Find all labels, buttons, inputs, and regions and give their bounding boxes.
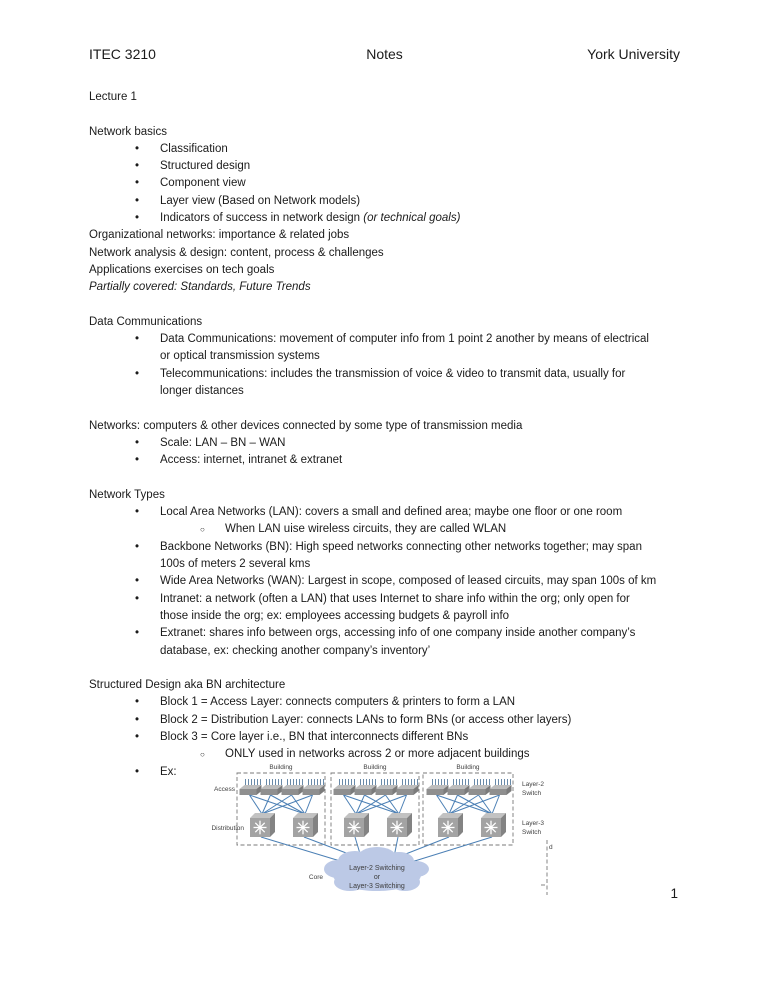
blank-line [89, 106, 683, 123]
text-run: Network Types [89, 488, 165, 501]
bullet-item [89, 591, 683, 626]
text-line [160, 504, 683, 521]
text-run: Structured design [160, 160, 251, 173]
layer2-switch-icon [448, 779, 470, 795]
text-line [160, 158, 683, 175]
layer3-switch-icon [387, 813, 412, 837]
layer2-switch-icon [240, 779, 262, 795]
text-line [89, 314, 683, 331]
cropped-annotation-fragment [541, 840, 553, 895]
distribution-switch-row [250, 813, 506, 837]
text-line [160, 435, 683, 452]
disc-bullet-icon: • [135, 506, 140, 519]
disc-bullet-icon: • [135, 333, 140, 346]
text-content [160, 504, 683, 521]
text-run: Structured Design aka BN architecture [89, 679, 286, 692]
paragraph [89, 677, 683, 694]
bullet-item [89, 366, 683, 401]
layer2-switch-icon [282, 779, 304, 795]
document-body [89, 89, 683, 781]
text-run: Block 2 = Distribution Layer: connects LANs to form BNs (or access other layers) [160, 713, 572, 726]
building-label: Building [456, 764, 480, 771]
text-run: Local Area Networks (LAN): covers a small and defined area; maybe one floor or one room [160, 506, 623, 519]
text-content [89, 279, 683, 296]
layer2-switch-icon [261, 779, 283, 795]
bullet-item [89, 729, 683, 746]
header-institution: York University [587, 46, 680, 62]
italic-text-run: (or technical goals) [363, 212, 461, 225]
bn-architecture-diagram [205, 760, 565, 910]
layer3-switch-icon [438, 813, 463, 837]
blank-line [89, 660, 683, 677]
bullet-item [89, 712, 683, 729]
bullet-item [89, 539, 683, 574]
bullet-item [89, 452, 683, 469]
disc-bullet-icon: • [135, 575, 140, 588]
text-content [89, 89, 683, 106]
bullet-item [89, 193, 683, 210]
page-number: 1 [670, 886, 678, 901]
disc-bullet-icon: • [135, 177, 140, 190]
text-content [89, 262, 683, 279]
paragraph [89, 245, 683, 262]
bullet-item [89, 158, 683, 175]
text-run: Ex: [160, 765, 177, 778]
paragraph [89, 279, 683, 296]
text-line [89, 124, 683, 141]
text-run: Network basics [89, 125, 167, 138]
bullet-item [89, 573, 683, 590]
sub-bullet-item [89, 521, 683, 538]
text-line [160, 573, 683, 590]
disc-bullet-icon: • [135, 454, 140, 467]
text-line [160, 625, 683, 642]
layer2-switch-label: Switch [522, 790, 542, 797]
text-content [89, 227, 683, 244]
text-run: or optical transmission systems [160, 350, 320, 363]
text-content [160, 573, 683, 590]
text-line [160, 556, 683, 573]
paragraph [89, 418, 683, 435]
text-content [160, 729, 683, 746]
text-run: Lecture 1 [89, 91, 137, 103]
cloud-label-line3: Layer-3 Switching [349, 883, 405, 890]
text-line [160, 643, 683, 660]
text-content [160, 625, 683, 660]
text-run: Block 3 = Core layer i.e., BN that interconnects different BNs [160, 730, 469, 743]
blank-line [89, 470, 683, 487]
text-line [89, 89, 683, 106]
text-line [89, 262, 683, 279]
text-line [160, 383, 683, 400]
text-line [89, 418, 683, 435]
text-run: Component view [160, 177, 246, 190]
access-distribution-links [250, 795, 500, 814]
blank-line [89, 297, 683, 314]
access-layer-label: Access [214, 786, 235, 793]
text-run: those inside the org; ex: employees accessing budgets & payroll info [160, 609, 510, 622]
text-content [89, 245, 683, 262]
paragraph [89, 487, 683, 504]
text-run: Intranet: a network (often a LAN) that uses Internet to share info within the org; only open for [160, 592, 630, 605]
text-line [89, 279, 683, 296]
text-line [89, 677, 683, 694]
text-content [160, 435, 683, 452]
text-content [225, 521, 683, 538]
core-layer-label: Core [308, 874, 323, 881]
text-content [89, 487, 683, 504]
text-line [89, 227, 683, 244]
text-content [160, 694, 683, 711]
bullet-item [89, 141, 683, 158]
building-label: Building [363, 764, 387, 771]
text-run: Block 1 = Access Layer: connects computers & printers to form a LAN [160, 696, 516, 709]
layer2-switch-icon [303, 779, 325, 795]
text-content [160, 210, 683, 227]
text-run: Indicators of success in network design [160, 212, 364, 225]
disc-bullet-icon: • [135, 592, 140, 605]
disc-bullet-icon: • [135, 160, 140, 173]
text-run: Data Communications [89, 315, 203, 328]
layer3-switch-label: Layer-3 [522, 820, 545, 827]
disc-bullet-icon: • [135, 713, 140, 726]
header-course-code: ITEC 3210 [89, 46, 156, 62]
disc-bullet-icon: • [135, 765, 140, 778]
text-run: Backbone Networks (BN): High speed networks connecting other networks together; may span [160, 540, 642, 553]
text-content [160, 591, 683, 626]
text-run: Applications exercises on tech goals [89, 263, 275, 276]
text-line [89, 245, 683, 262]
circle-bullet-icon: ○ [200, 750, 205, 760]
text-run: Networks: computers & other devices connected by some type of transmission media [89, 419, 523, 432]
bullet-item [89, 175, 683, 192]
bullet-item [89, 331, 683, 366]
text-run: ONLY used in networks across 2 or more adjacent buildings [225, 748, 530, 761]
access-switch-row [240, 779, 512, 795]
disc-bullet-icon: • [135, 436, 140, 449]
cloud-label-line1: Layer-2 Switching [349, 865, 405, 872]
layer3-switch-icon [250, 813, 275, 837]
text-content [160, 366, 683, 401]
disc-bullet-icon: • [135, 194, 140, 207]
bullet-item [89, 210, 683, 227]
text-line [160, 729, 683, 746]
layer3-switch-icon [344, 813, 369, 837]
cloud-label-line2: or [373, 874, 381, 881]
text-content [160, 141, 683, 158]
text-content [89, 418, 683, 435]
text-content [160, 712, 683, 729]
bullet-item [89, 625, 683, 660]
text-line [160, 366, 683, 383]
layer3-switch-label: Switch [522, 829, 542, 836]
text-run: Organizational networks: importance & related jobs [89, 229, 350, 242]
disc-bullet-icon: • [135, 212, 140, 225]
layer3-switch-icon [293, 813, 318, 837]
text-run: Data Communications: movement of computer info from 1 point 2 another by means of electrical [160, 333, 649, 346]
disc-bullet-icon: • [135, 540, 140, 553]
text-content [89, 314, 683, 331]
building-label: Building [269, 764, 293, 771]
text-line [89, 487, 683, 504]
text-run: Network analysis & design: content, process & challenges [89, 246, 384, 259]
bullet-item [89, 435, 683, 452]
text-run: Layer view (Based on Network models) [160, 194, 361, 207]
text-run: Scale: LAN – BN – WAN [160, 436, 286, 449]
text-line [160, 175, 683, 192]
text-content [160, 175, 683, 192]
text-line [225, 521, 683, 538]
layer2-switch-icon [469, 779, 491, 795]
text-content [89, 124, 683, 141]
dimension-fragment-label: d [549, 844, 553, 851]
text-run: database, ex: checking another company’s inventory’ [160, 644, 431, 657]
text-line [160, 452, 683, 469]
text-line [160, 210, 683, 227]
document-header [89, 46, 680, 63]
layer3-switch-icon [481, 813, 506, 837]
layer2-switch-icon [355, 779, 377, 795]
text-line [160, 608, 683, 625]
disc-bullet-icon: • [135, 367, 140, 380]
paragraph [89, 227, 683, 244]
italic-text-run: Partially covered: Standards, Future Trends [89, 281, 311, 294]
text-line [160, 193, 683, 210]
text-content [160, 539, 683, 574]
text-line [160, 712, 683, 729]
text-run: Classification [160, 142, 228, 155]
layer2-switch-icon [376, 779, 398, 795]
text-run: Telecommunications: includes the transmission of voice & video to transmit data, usually for [160, 367, 626, 380]
paragraph [89, 262, 683, 279]
blank-line [89, 400, 683, 417]
text-run: 100s of meters 2 several kms [160, 558, 311, 571]
layer2-switch-icon [427, 779, 449, 795]
distribution-layer-label: Distribution [211, 825, 244, 832]
paragraph [89, 89, 683, 106]
header-title: Notes [366, 46, 403, 62]
disc-bullet-icon: • [135, 142, 140, 155]
text-run: When LAN uise wireless circuits, they are called WLAN [225, 523, 507, 536]
text-content [160, 452, 683, 469]
text-run: Access: internet, intranet & extranet [160, 454, 343, 467]
bullet-item [89, 694, 683, 711]
disc-bullet-icon: • [135, 627, 140, 640]
paragraph [89, 314, 683, 331]
disc-bullet-icon: • [135, 730, 140, 743]
text-line [160, 539, 683, 556]
disc-bullet-icon: • [135, 696, 140, 709]
text-line [160, 141, 683, 158]
text-content [160, 193, 683, 210]
layer2-switch-icon [397, 779, 419, 795]
text-line [160, 331, 683, 348]
text-content [89, 677, 683, 694]
bullet-item [89, 504, 683, 521]
text-line [160, 694, 683, 711]
circle-bullet-icon: ○ [200, 525, 205, 535]
text-line [160, 348, 683, 365]
layer2-switch-label: Layer-2 [522, 781, 545, 788]
text-run: Extranet: shares info between orgs, accessing info of one company inside another company’s [160, 627, 636, 640]
text-line [160, 591, 683, 608]
layer2-switch-icon [334, 779, 356, 795]
text-run: longer distances [160, 385, 244, 398]
text-content [160, 331, 683, 366]
text-content [160, 158, 683, 175]
paragraph [89, 124, 683, 141]
text-run: Wide Area Networks (WAN): Largest in scope, composed of leased circuits, may span 100s of km [160, 575, 657, 588]
layer2-switch-icon [490, 779, 512, 795]
